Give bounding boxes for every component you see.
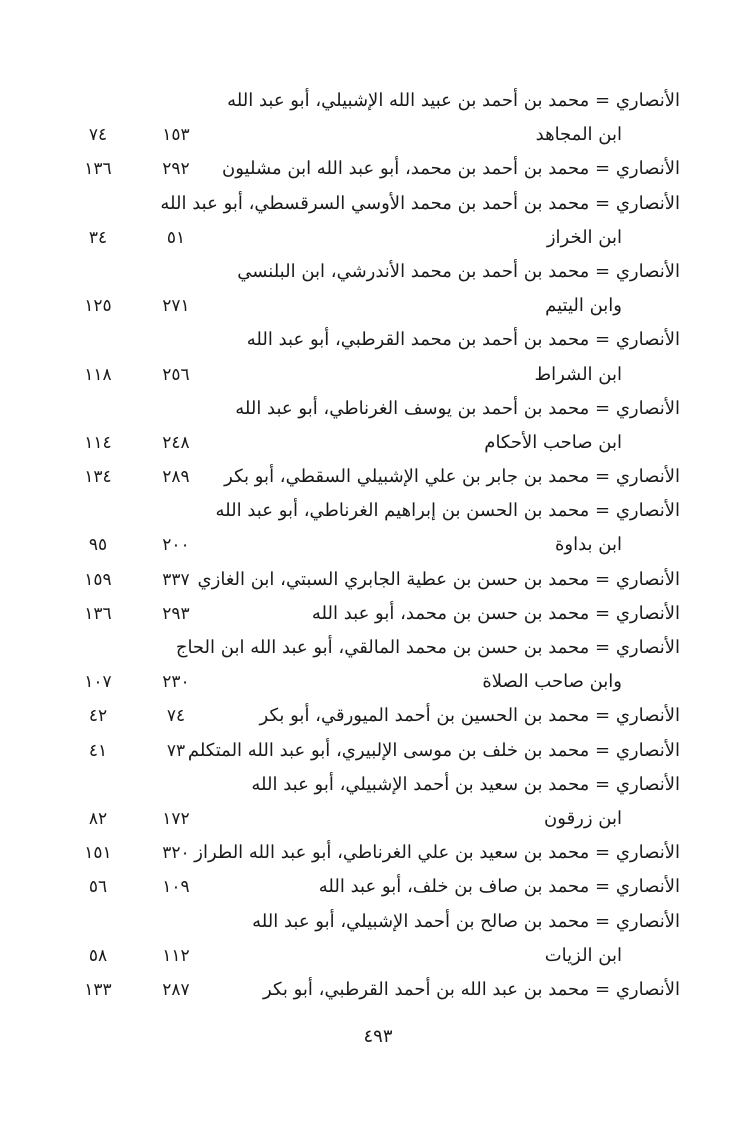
index-entry <box>0 770 756 804</box>
index-entry <box>0 838 756 872</box>
entry-text: الأنصاري = محمد بن صاف بن خلف، أبو عبد الله <box>318 876 680 898</box>
entry-continuation-text: ابن بداوة <box>554 534 622 556</box>
entry-text: الأنصاري = محمد بن الحسن بن إبراهيم الغرناطي، أبو عبد الله <box>215 500 680 522</box>
entry-number-primary: ٣٣٧ <box>162 569 190 590</box>
index-entry <box>0 120 756 154</box>
entry-number-secondary: ٤٢ <box>88 706 108 727</box>
index-entry <box>0 872 756 906</box>
index-entry <box>0 394 756 428</box>
index-entry <box>0 496 756 530</box>
entry-text: الأنصاري = محمد بن أحمد بن محمد الأندرشي، ابن البلنسي <box>237 260 680 282</box>
index-entry <box>0 667 756 701</box>
index-entry <box>0 257 756 291</box>
entry-text: الأنصاري = محمد بن خلف بن موسى الإلبيري، أبو عبد الله المتكلم <box>187 739 680 761</box>
entry-number-primary: ٧٣ <box>166 740 186 761</box>
entry-text: الأنصاري = محمد بن أحمد بن عبيد الله الإشبيلي، أبو عبد الله <box>227 90 680 111</box>
entry-number-primary: ٢٣٠ <box>162 672 190 693</box>
entry-text: الأنصاري = محمد بن سعيد بن أحمد الإشبيلي، أبو عبد الله <box>251 773 680 795</box>
index-entry <box>0 565 756 599</box>
entry-continuation-text: وابن صاحب الصلاة <box>482 671 622 693</box>
entry-number-secondary: ١٥١ <box>84 843 112 864</box>
index-entry <box>0 360 756 394</box>
index-entry <box>0 530 756 564</box>
entry-number-secondary: ٤١ <box>88 740 108 761</box>
index-entry <box>0 291 756 325</box>
entry-number-secondary: ١٣٣ <box>84 979 112 1000</box>
index-entry <box>0 941 756 975</box>
index-entry <box>0 633 756 667</box>
index-entry <box>0 701 756 735</box>
entry-number-secondary: ٩٥ <box>88 535 108 556</box>
entry-text: الأنصاري = محمد بن الحسين بن أحمد الميورقي، أبو بكر <box>259 705 680 727</box>
entry-number-primary: ٢٨٩ <box>162 467 190 488</box>
entry-text: الأنصاري = محمد بن أحمد بن محمد، أبو عبد الله ابن مشليون <box>222 158 680 180</box>
index-entry <box>0 325 756 359</box>
page-number: ٤٩٣ <box>363 1026 393 1047</box>
index-entry <box>0 428 756 462</box>
entry-number-secondary: ٧٤ <box>88 125 108 146</box>
entry-number-secondary: ١٠٧ <box>84 672 112 693</box>
entry-number-primary: ١١٢ <box>162 945 190 966</box>
entry-number-secondary: ١٥٩ <box>84 569 112 590</box>
entry-continuation-text: ابن الشراط <box>534 363 622 385</box>
entry-text: الأنصاري = محمد بن جابر بن علي الإشبيلي السقطي، أبو بكر <box>224 466 680 488</box>
index-entry <box>0 804 756 838</box>
entry-number-primary: ٣٢٠ <box>162 843 190 864</box>
entry-text: الأنصاري = محمد بن حسن بن عطية الجابري السبتي، ابن الغازي <box>197 568 680 590</box>
entry-number-secondary: ١١٤ <box>84 432 112 453</box>
entry-text: الأنصاري = محمد بن سعيد بن علي الغرناطي، أبو عبد الله الطراز <box>194 842 680 864</box>
entry-text: الأنصاري = محمد بن أحمد بن محمد القرطبي، أبو عبد الله <box>246 329 680 351</box>
entry-number-primary: ١٠٩ <box>162 877 190 898</box>
entry-continuation-text: وابن اليتيم <box>545 295 622 317</box>
entry-number-primary: ٢٠٠ <box>162 535 190 556</box>
entry-text: الأنصاري = محمد بن أحمد بن يوسف الغرناطي، أبو عبد الله <box>235 397 680 419</box>
entry-number-primary: ٧٤ <box>166 706 186 727</box>
entry-number-primary: ٢٩٢ <box>162 159 190 180</box>
entry-text: الأنصاري = محمد بن حسن بن محمد، أبو عبد الله <box>311 602 680 624</box>
entry-continuation-text: ابن صاحب الأحكام <box>484 431 622 453</box>
entry-number-secondary: ٣٤ <box>88 227 108 248</box>
entry-number-primary: ٢٥٦ <box>162 364 190 385</box>
index-entry <box>0 907 756 941</box>
entry-number-primary: ١٥٣ <box>162 125 190 146</box>
entry-number-secondary: ١٣٦ <box>84 603 112 624</box>
entry-text: الأنصاري = محمد بن عبد الله بن أحمد القرطبي، أبو بكر <box>263 978 680 1000</box>
entry-continuation-text: ابن المجاهد <box>535 124 622 146</box>
entry-continuation-text: ابن زرقون <box>544 807 622 829</box>
entry-number-secondary: ٥٦ <box>88 877 108 898</box>
entry-text: الأنصاري = محمد بن صالح بن أحمد الإشبيلي، أبو عبد الله <box>252 910 680 932</box>
index-entries <box>0 86 756 1009</box>
index-entry <box>0 189 756 223</box>
entry-text: الأنصاري = محمد بن أحمد بن محمد الأوسي السرقسطي، أبو عبد الله <box>160 192 680 214</box>
index-entry <box>0 154 756 188</box>
entry-continuation-text: ابن الزيات <box>544 944 622 966</box>
entry-number-primary: ٢٩٣ <box>162 603 190 624</box>
entry-continuation-text: ابن الخراز <box>546 226 622 248</box>
index-entry <box>0 975 756 1009</box>
entry-number-primary: ١٧٢ <box>162 808 190 829</box>
index-entry <box>0 462 756 496</box>
entry-number-secondary: ١١٨ <box>84 364 112 385</box>
entry-number-secondary: ١٣٦ <box>84 159 112 180</box>
entry-number-secondary: ١٢٥ <box>84 296 112 317</box>
entry-number-secondary: ٥٨ <box>88 945 108 966</box>
entry-number-primary: ٥١ <box>166 227 186 248</box>
index-entry <box>0 736 756 770</box>
entry-text: الأنصاري = محمد بن حسن بن محمد المالقي، أبو عبد الله ابن الحاج <box>175 637 680 658</box>
index-entry <box>0 223 756 257</box>
index-entry <box>0 599 756 633</box>
entry-number-primary: ٢٨٧ <box>162 979 190 1000</box>
entry-number-primary: ٢٤٨ <box>162 432 190 453</box>
entry-number-primary: ٢٧١ <box>162 296 190 317</box>
index-entry <box>0 86 756 120</box>
entry-number-secondary: ٨٢ <box>88 808 108 829</box>
entry-number-secondary: ١٣٤ <box>84 467 112 488</box>
